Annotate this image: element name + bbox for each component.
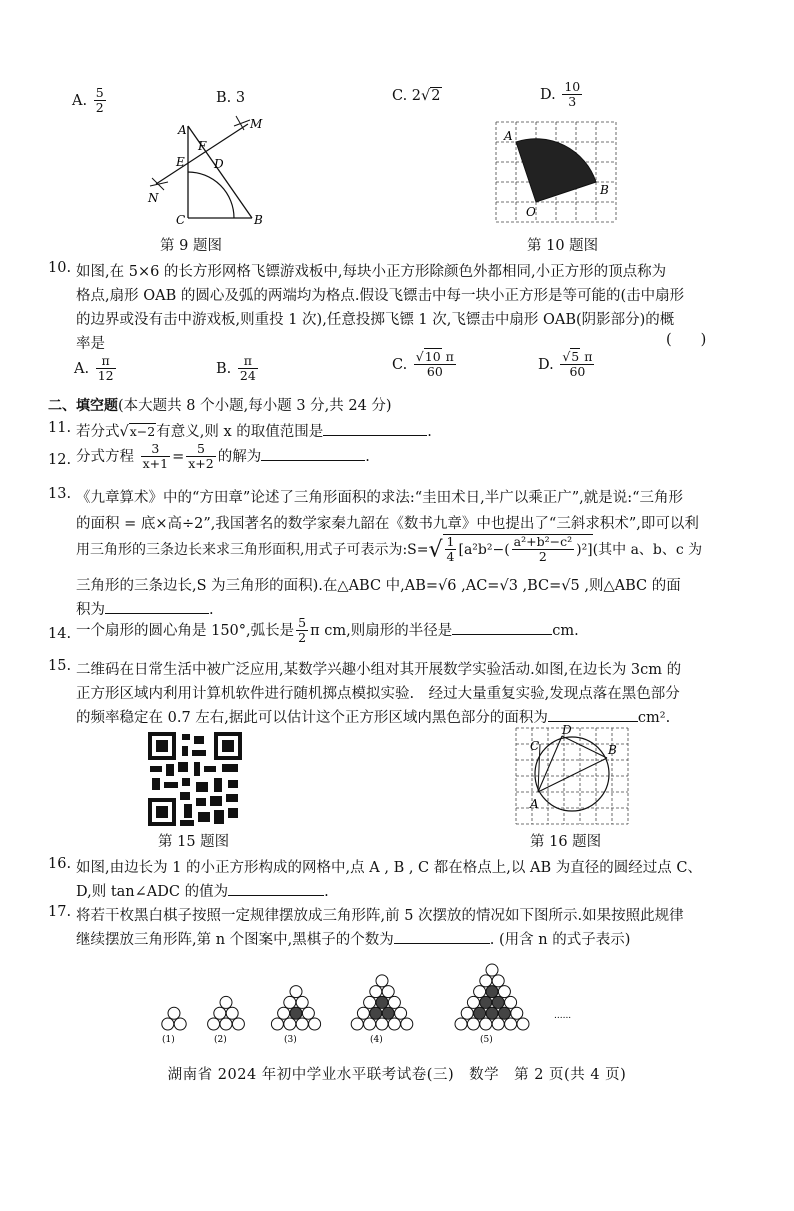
q10-option-b: B. $\frac{\pi}{24}$ xyxy=(216,353,256,384)
q13-answer-blank[interactable] xyxy=(105,599,209,614)
white-piece xyxy=(162,1018,174,1030)
white-piece xyxy=(168,1007,180,1019)
q9-option-b: B. 3 xyxy=(216,90,246,106)
fig16-label-A: A xyxy=(530,797,539,811)
white-piece xyxy=(296,1018,308,1030)
white-piece xyxy=(278,1007,290,1019)
q10-line-2: 格点,扇形 OAB 的圆心及弧的两端均为格点.假设飞镖击中每一块小正方形是等可能的(击中扇形 xyxy=(76,288,685,304)
fig10-label-O: O xyxy=(526,205,536,219)
white-piece xyxy=(174,1018,186,1030)
white-piece xyxy=(220,996,232,1008)
q11-number: 11. xyxy=(48,420,72,436)
white-piece xyxy=(376,1018,388,1030)
q10-line-4: 率是 xyxy=(76,336,105,352)
black-piece xyxy=(498,1007,510,1019)
fig10-label-B: B xyxy=(600,183,609,197)
white-piece xyxy=(364,996,376,1008)
fig9-label-A: A xyxy=(178,123,187,137)
black-piece xyxy=(486,986,498,998)
q10-line-1: 如图,在 5×6 的长方形网格飞镖游戏板中,每块小正方形除颜色外都相同,小正方形的顶点称为 xyxy=(76,264,667,280)
q13-line-3: 用三角形的三条边长来求三角形面积,用式子可表示为:S=√ $\frac{1}{4}$ [a²b²−( $\frac{\text{a²+b²−c²}}{2}$ )²](其中 a、b、c 为 xyxy=(76,534,703,565)
black-piece xyxy=(290,1007,302,1019)
white-piece xyxy=(309,1018,321,1030)
black-piece xyxy=(486,1007,498,1019)
fig9-label-M: M xyxy=(250,117,263,131)
q9-option-c: C. 2√2 xyxy=(392,88,441,104)
q15-line-3: 的频率稳定在 0.7 左右,据此可以估计这个正方形区域内黑色部分的面积为 cm². xyxy=(76,706,722,727)
black-piece xyxy=(382,1007,394,1019)
q10-answer-paren: ( ) xyxy=(666,332,707,348)
q10-option-c: C. $\frac{√10 \pi}{60}$ xyxy=(392,349,454,380)
q16-number: 16. xyxy=(48,856,72,872)
fig10-label-A: A xyxy=(504,129,513,143)
section-2-title: 二、填空题 xyxy=(48,398,118,414)
pattern-label-4: (4) xyxy=(370,1035,383,1045)
white-piece xyxy=(505,996,517,1008)
black-piece xyxy=(376,996,388,1008)
black-piece xyxy=(474,1007,486,1019)
figure-9-caption: 第 9 题图 xyxy=(160,238,222,254)
q16-line-2: D,则 tan∠ADC 的值为 . xyxy=(76,880,722,901)
white-piece xyxy=(505,1018,517,1030)
white-piece xyxy=(492,975,504,987)
white-piece xyxy=(376,975,388,987)
fig9-label-C: C xyxy=(176,213,186,227)
q17-triangle-patterns xyxy=(150,950,590,1050)
white-piece xyxy=(357,1007,369,1019)
white-piece xyxy=(364,1018,376,1030)
white-piece xyxy=(480,975,492,987)
white-piece xyxy=(486,964,498,976)
fig9-label-F: F xyxy=(198,139,207,153)
white-piece xyxy=(467,996,479,1008)
q10-option-d: D. $\frac{√5 \pi}{60}$ xyxy=(538,349,593,380)
white-piece xyxy=(284,1018,296,1030)
q12-text: 分式方程 $\frac{3}{x+1}$ = $\frac{5}{x+2}$ 的解为 . xyxy=(76,441,370,472)
q17-answer-blank[interactable] xyxy=(394,929,490,944)
q13-number: 13. xyxy=(48,486,72,502)
white-piece xyxy=(214,1007,226,1019)
black-piece xyxy=(480,996,492,1008)
fig9-label-E: E xyxy=(176,155,185,169)
white-piece xyxy=(480,1018,492,1030)
white-piece xyxy=(296,996,308,1008)
q9-option-d: D. $\frac{10}{3}$ xyxy=(540,79,581,110)
q15-number: 15. xyxy=(48,658,72,674)
white-piece xyxy=(517,1018,529,1030)
q15-line-2: 正方形区域内利用计算机软件进行随机掷点模拟实验. 经过大量重复实验,发现点落在黑色部分 xyxy=(76,686,680,702)
white-piece xyxy=(284,996,296,1008)
figure-10-diagram xyxy=(494,120,618,224)
figure-15-qr-code xyxy=(148,732,242,826)
pattern-label-5: (5) xyxy=(480,1035,493,1045)
fig9-label-B: B xyxy=(254,213,263,227)
white-piece xyxy=(232,1018,244,1030)
figure-15-caption: 第 15 题图 xyxy=(158,834,230,850)
q15-answer-blank[interactable] xyxy=(548,707,638,722)
q17-line-2: 继续摆放三角形阵,第 n 个图案中,黑棋子的个数为 . (用含 n 的式子表示) xyxy=(76,928,722,949)
q12-number: 12. xyxy=(48,452,72,468)
q16-answer-blank[interactable] xyxy=(228,881,324,896)
white-piece xyxy=(208,1018,220,1030)
white-piece xyxy=(302,1007,314,1019)
q14-number: 14. xyxy=(48,626,72,642)
white-piece xyxy=(226,1007,238,1019)
q13-line-5: 积为 . xyxy=(76,598,722,619)
q13-line-4: 三角形的三条边长,S 为三角形的面积).在△ABC 中,AB=√6 ,AC=√3 ,BC=√5 ,则△ABC 的面 xyxy=(76,578,681,594)
white-piece xyxy=(492,1018,504,1030)
q9-option-a: A. $\frac{5}{2}$ xyxy=(72,85,104,116)
fig9-label-N: N xyxy=(148,191,159,205)
q13-line-2: 的面积 = 底×高÷2”,我国著名的数学家秦九韶在《数书九章》中也提出了“三斜求积术”,即可以利 xyxy=(76,516,699,532)
q12-answer-blank[interactable] xyxy=(261,446,365,461)
fig16-label-B: B xyxy=(608,743,617,757)
q17-line-1: 将若干枚黑白棋子按照一定规律摆放成三角形阵,前 5 次摆放的情况如下图所示.如果按照此规律 xyxy=(76,908,684,924)
pattern-label-3: (3) xyxy=(284,1035,297,1045)
white-piece xyxy=(395,1007,407,1019)
white-piece xyxy=(388,1018,400,1030)
pattern-label-1: (1) xyxy=(162,1035,175,1045)
pattern-label-2: (2) xyxy=(214,1035,227,1045)
black-piece xyxy=(370,1007,382,1019)
section-2-header xyxy=(48,394,754,415)
q10-number: 10. xyxy=(48,260,72,276)
fig16-label-D: D xyxy=(562,724,572,737)
figure-16-caption: 第 16 题图 xyxy=(530,834,602,850)
white-piece xyxy=(474,986,486,998)
fig9-label-D: D xyxy=(214,157,224,171)
q14-text: 一个扇形的圆心角是 150°,弧长是 $\frac{5}{2}$ π cm,则扇形的半径是 cm. xyxy=(76,615,579,646)
white-piece xyxy=(455,1018,467,1030)
figure-16-diagram xyxy=(512,724,632,828)
white-piece xyxy=(370,986,382,998)
black-piece xyxy=(492,996,504,1008)
white-piece xyxy=(382,986,394,998)
q11-answer-blank[interactable] xyxy=(323,421,427,436)
q10-line-3: 的边界或没有击中游戏板,则重投 1 次),任意投掷飞镖 1 次,飞镖击中扇形 OAB(阴影部分)的概 xyxy=(76,312,675,328)
q17-number: 17. xyxy=(48,904,72,920)
q14-answer-blank[interactable] xyxy=(452,620,552,635)
white-piece xyxy=(461,1007,473,1019)
figure-10-caption: 第 10 题图 xyxy=(527,238,599,254)
q15-line-1: 二维码在日常生活中被广泛应用,某数学兴趣小组对其开展数学实验活动.如图,在边长为 3cm 的 xyxy=(76,662,682,678)
q11-text: 若分式√x−2有意义,则 x 的取值范围是 . xyxy=(76,420,722,441)
page-footer: 湖南省 2024 年初中学业水平联考试卷(三) 数学 第 2 页(共 4 页) xyxy=(167,1067,627,1083)
pattern-ellipsis: ...... xyxy=(554,1011,572,1021)
white-piece xyxy=(351,1018,363,1030)
section-2-desc: (本大题共 8 个小题,每小题 3 分,共 24 分) xyxy=(118,398,392,414)
white-piece xyxy=(498,986,510,998)
white-piece xyxy=(220,1018,232,1030)
white-piece xyxy=(511,1007,523,1019)
white-piece xyxy=(290,986,302,998)
q10-option-a: A. $\frac{\pi}{12}$ xyxy=(74,353,114,384)
white-piece xyxy=(401,1018,413,1030)
white-piece xyxy=(271,1018,283,1030)
fig16-label-C: C xyxy=(530,739,540,753)
figure-9-diagram xyxy=(140,108,280,228)
q13-line-1: 《九章算术》中的“方田章”论述了三角形面积的求法:“圭田术日,半广以乘正广”,就是说:“三角形 xyxy=(76,490,684,506)
white-piece xyxy=(467,1018,479,1030)
q16-line-1: 如图,由边长为 1 的小正方形构成的网格中,点 A , B , C 都在格点上,以 AB 为直径的圆经过点 C、 xyxy=(76,860,702,876)
white-piece xyxy=(388,996,400,1008)
